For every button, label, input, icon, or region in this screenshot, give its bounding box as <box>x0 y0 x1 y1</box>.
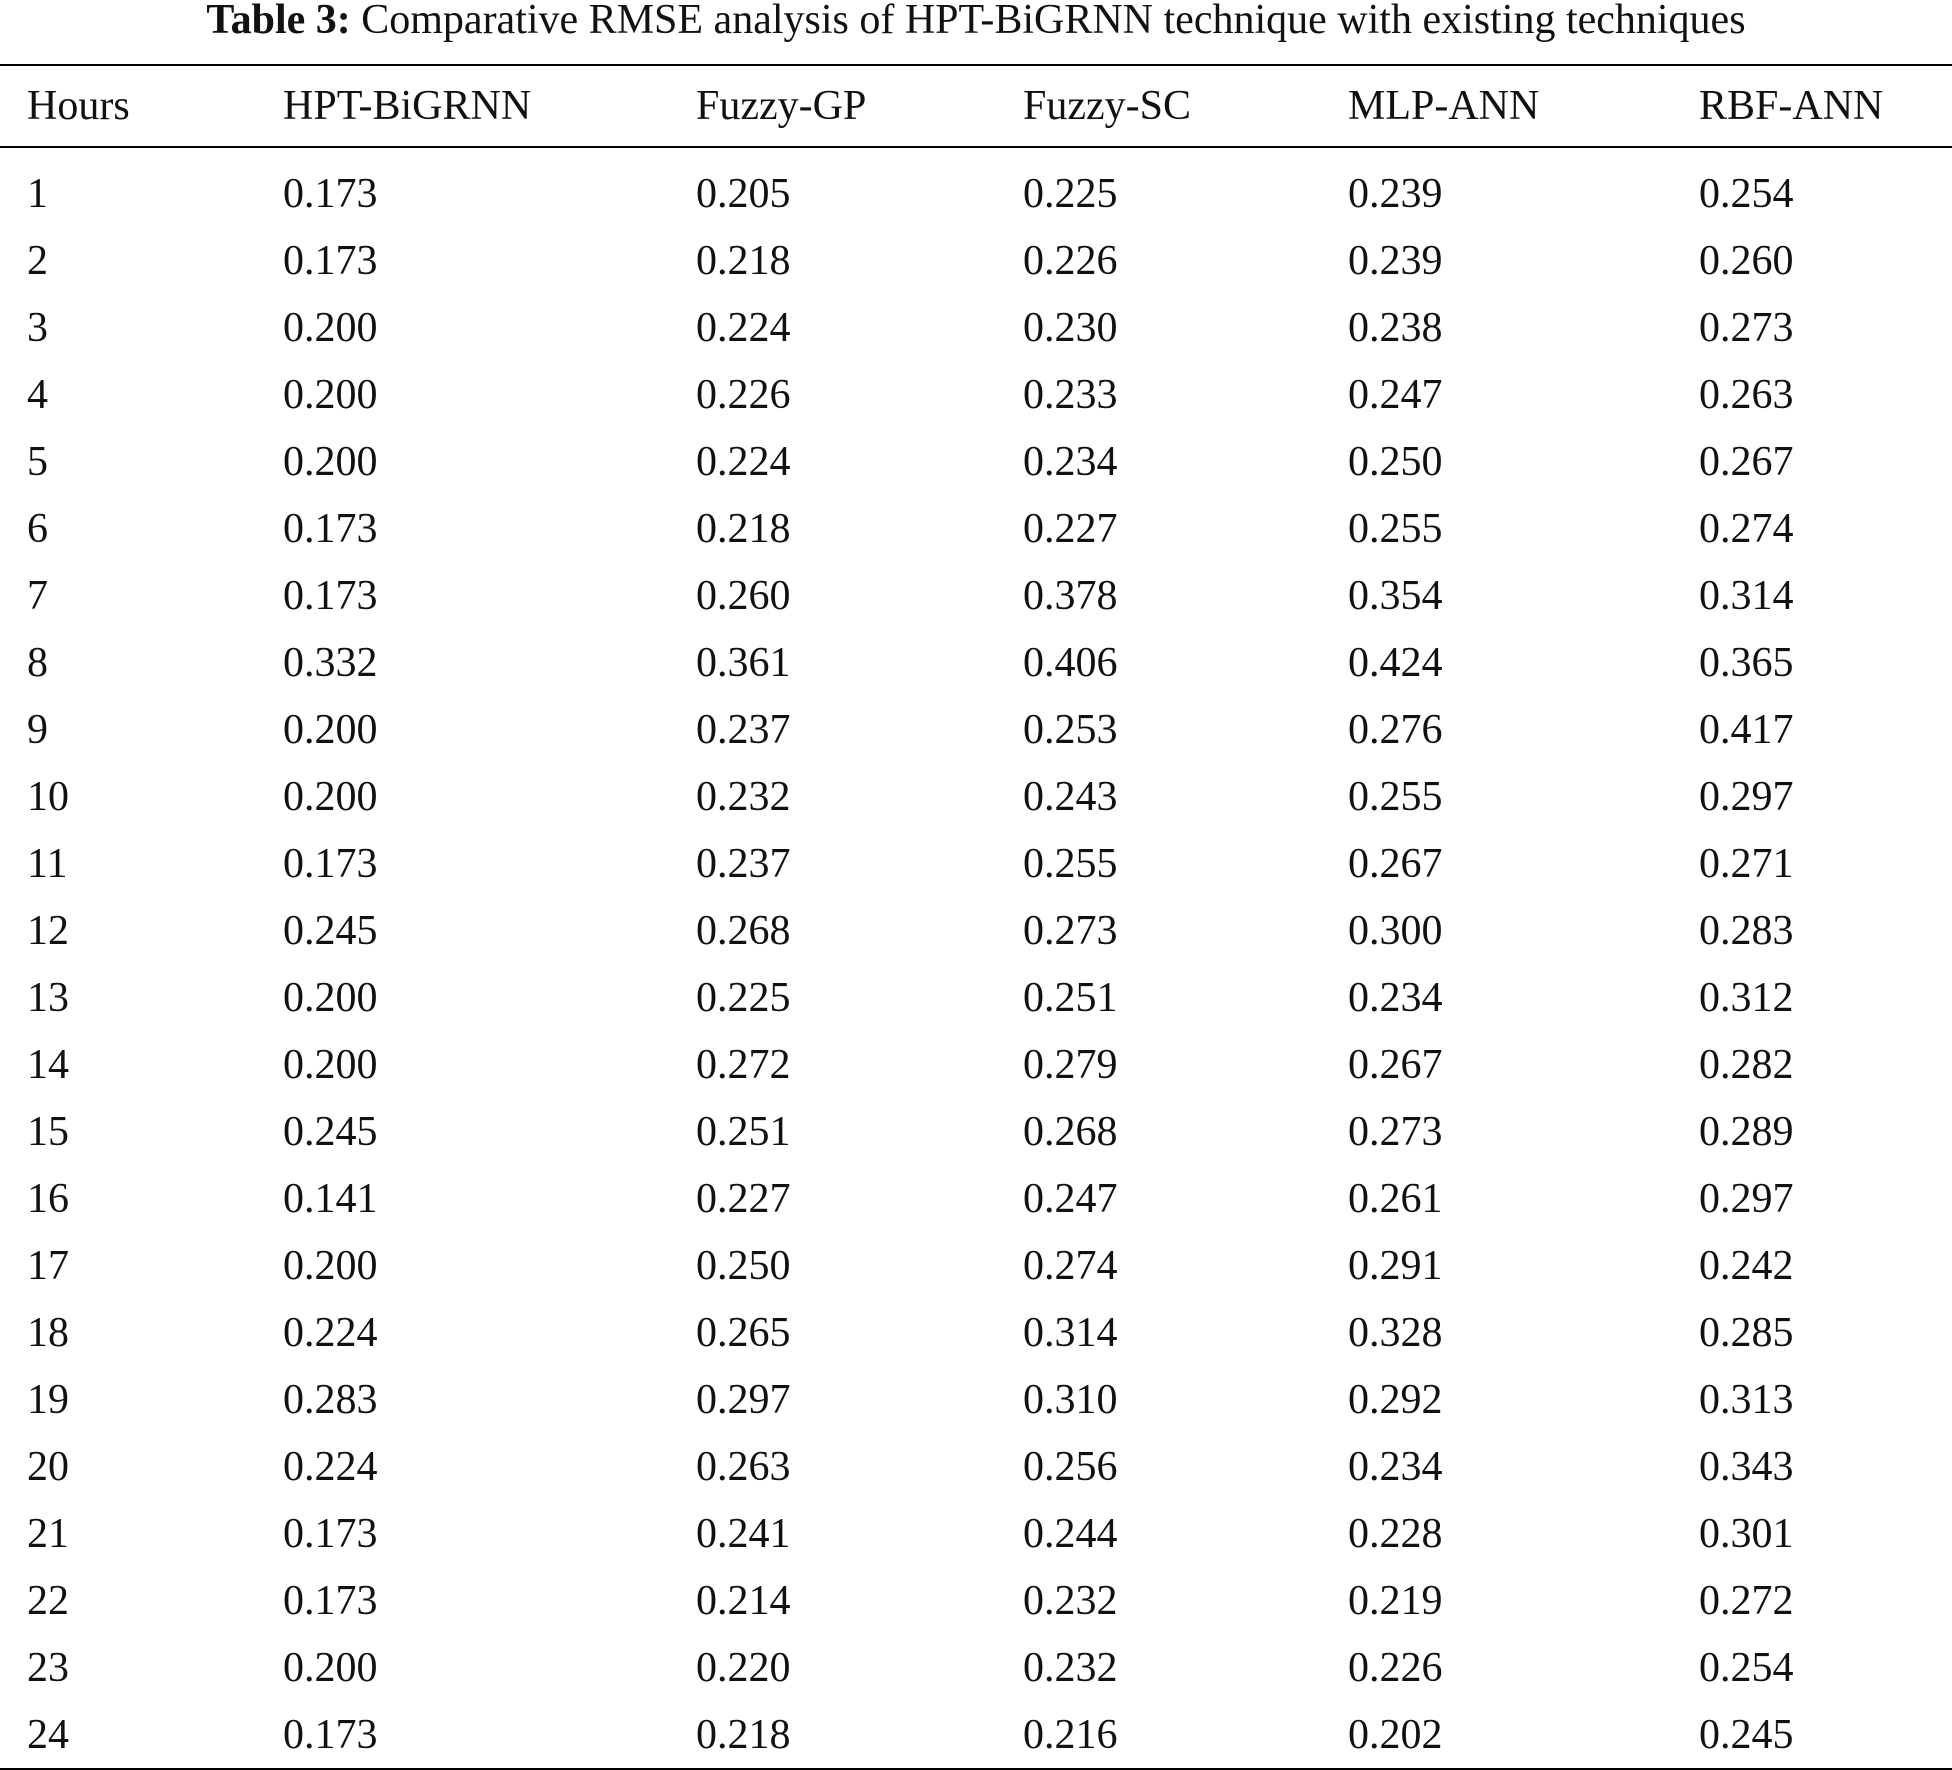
mlp-ann-cell: 0.424 <box>1348 639 1443 686</box>
hours-cell: 1 <box>27 170 48 217</box>
fuzzy-gp-cell: 0.218 <box>696 1711 791 1758</box>
fuzzy-gp-cell: 0.265 <box>696 1309 791 1356</box>
table-row <box>0 562 1952 629</box>
hours-cell: 5 <box>27 438 48 485</box>
fuzzy-gp-cell: 0.260 <box>696 572 791 619</box>
header-rbf-ann: RBF-ANN <box>1699 83 1884 129</box>
mlp-ann-cell: 0.250 <box>1348 438 1443 485</box>
rbf-ann-cell: 0.272 <box>1699 1577 1794 1624</box>
fuzzy-sc-cell: 0.253 <box>1023 706 1118 753</box>
fuzzy-gp-cell: 0.232 <box>696 773 791 820</box>
hours-cell: 17 <box>27 1242 69 1289</box>
rbf-ann-cell: 0.312 <box>1699 974 1794 1021</box>
table-caption-label: Table 3: <box>206 0 351 43</box>
table-caption <box>0 0 1952 52</box>
mlp-ann-cell: 0.239 <box>1348 170 1443 217</box>
mlp-ann-cell: 0.247 <box>1348 371 1443 418</box>
table-body <box>0 147 1952 1769</box>
table-row <box>0 1701 1952 1769</box>
fuzzy-gp-cell: 0.224 <box>696 438 791 485</box>
fuzzy-gp-cell: 0.297 <box>696 1376 791 1423</box>
header-mlp-ann: MLP-ANN <box>1348 83 1540 129</box>
rbf-ann-cell: 0.282 <box>1699 1041 1794 1088</box>
fuzzy-sc-cell: 0.243 <box>1023 773 1118 820</box>
fuzzy-sc-cell: 0.247 <box>1023 1175 1118 1222</box>
fuzzy-sc-cell: 0.268 <box>1023 1108 1118 1155</box>
hours-cell: 13 <box>27 974 69 1021</box>
hpt-bigrnn-cell: 0.173 <box>283 170 378 217</box>
hpt-bigrnn-cell: 0.173 <box>283 1711 378 1758</box>
mlp-ann-cell: 0.267 <box>1348 840 1443 887</box>
table-row <box>0 1299 1952 1366</box>
fuzzy-gp-cell: 0.205 <box>696 170 791 217</box>
fuzzy-gp-cell: 0.237 <box>696 840 791 887</box>
hpt-bigrnn-cell: 0.200 <box>283 974 378 1021</box>
hpt-bigrnn-cell: 0.224 <box>283 1443 378 1490</box>
table-row <box>0 763 1952 830</box>
mlp-ann-cell: 0.255 <box>1348 773 1443 820</box>
hours-cell: 9 <box>27 706 48 753</box>
hpt-bigrnn-cell: 0.173 <box>283 572 378 619</box>
hpt-bigrnn-cell: 0.200 <box>283 1041 378 1088</box>
rbf-ann-cell: 0.301 <box>1699 1510 1794 1557</box>
mlp-ann-cell: 0.219 <box>1348 1577 1443 1624</box>
hpt-bigrnn-cell: 0.173 <box>283 1510 378 1557</box>
hpt-bigrnn-cell: 0.200 <box>283 1242 378 1289</box>
table-row <box>0 1366 1952 1433</box>
mlp-ann-cell: 0.273 <box>1348 1108 1443 1155</box>
fuzzy-sc-cell: 0.216 <box>1023 1711 1118 1758</box>
rbf-ann-cell: 0.297 <box>1699 1175 1794 1222</box>
hours-cell: 8 <box>27 639 48 686</box>
header-hpt-bigrnn: HPT-BiGRNN <box>283 83 532 129</box>
fuzzy-gp-cell: 0.218 <box>696 237 791 284</box>
fuzzy-gp-cell: 0.220 <box>696 1644 791 1691</box>
fuzzy-sc-cell: 0.378 <box>1023 572 1118 619</box>
table-row <box>0 1031 1952 1098</box>
table-row <box>0 830 1952 897</box>
hours-cell: 23 <box>27 1644 69 1691</box>
fuzzy-sc-cell: 0.314 <box>1023 1309 1118 1356</box>
hpt-bigrnn-cell: 0.200 <box>283 304 378 351</box>
hours-cell: 12 <box>27 907 69 954</box>
header-fuzzy-gp: Fuzzy-GP <box>696 83 867 129</box>
fuzzy-gp-cell: 0.241 <box>696 1510 791 1557</box>
mlp-ann-cell: 0.238 <box>1348 304 1443 351</box>
hpt-bigrnn-cell: 0.173 <box>283 505 378 552</box>
hours-cell: 16 <box>27 1175 69 1222</box>
mlp-ann-cell: 0.202 <box>1348 1711 1443 1758</box>
hours-cell: 11 <box>27 840 68 887</box>
mlp-ann-cell: 0.239 <box>1348 237 1443 284</box>
fuzzy-gp-cell: 0.361 <box>696 639 791 686</box>
fuzzy-sc-cell: 0.226 <box>1023 237 1118 284</box>
header-fuzzy-sc: Fuzzy-SC <box>1023 83 1191 129</box>
hpt-bigrnn-cell: 0.200 <box>283 1644 378 1691</box>
rbf-ann-cell: 0.267 <box>1699 438 1794 485</box>
table-row <box>0 361 1952 428</box>
rbf-ann-cell: 0.343 <box>1699 1443 1794 1490</box>
fuzzy-gp-cell: 0.272 <box>696 1041 791 1088</box>
fuzzy-sc-cell: 0.232 <box>1023 1577 1118 1624</box>
fuzzy-sc-cell: 0.230 <box>1023 304 1118 351</box>
hpt-bigrnn-cell: 0.245 <box>283 907 378 954</box>
rbf-ann-cell: 0.313 <box>1699 1376 1794 1423</box>
fuzzy-sc-cell: 0.225 <box>1023 170 1118 217</box>
mlp-ann-cell: 0.234 <box>1348 1443 1443 1490</box>
hpt-bigrnn-cell: 0.224 <box>283 1309 378 1356</box>
rbf-ann-cell: 0.283 <box>1699 907 1794 954</box>
fuzzy-gp-cell: 0.268 <box>696 907 791 954</box>
rbf-ann-cell: 0.242 <box>1699 1242 1794 1289</box>
hpt-bigrnn-cell: 0.173 <box>283 1577 378 1624</box>
fuzzy-sc-cell: 0.244 <box>1023 1510 1118 1557</box>
fuzzy-sc-cell: 0.256 <box>1023 1443 1118 1490</box>
mlp-ann-cell: 0.300 <box>1348 907 1443 954</box>
rbf-ann-cell: 0.274 <box>1699 505 1794 552</box>
fuzzy-gp-cell: 0.263 <box>696 1443 791 1490</box>
fuzzy-sc-cell: 0.233 <box>1023 371 1118 418</box>
hours-cell: 7 <box>27 572 48 619</box>
table-row <box>0 964 1952 1031</box>
table-row <box>0 495 1952 562</box>
table-row <box>0 294 1952 361</box>
table-row <box>0 1232 1952 1299</box>
mlp-ann-cell: 0.255 <box>1348 505 1443 552</box>
table-row <box>0 1165 1952 1232</box>
hpt-bigrnn-cell: 0.200 <box>283 773 378 820</box>
mlp-ann-cell: 0.261 <box>1348 1175 1443 1222</box>
fuzzy-gp-cell: 0.225 <box>696 974 791 1021</box>
fuzzy-sc-cell: 0.251 <box>1023 974 1118 1021</box>
rbf-ann-cell: 0.273 <box>1699 304 1794 351</box>
fuzzy-gp-cell: 0.227 <box>696 1175 791 1222</box>
rbf-ann-cell: 0.254 <box>1699 170 1794 217</box>
fuzzy-sc-cell: 0.279 <box>1023 1041 1118 1088</box>
mlp-ann-cell: 0.267 <box>1348 1041 1443 1088</box>
rmse-table-container <box>0 64 1952 1770</box>
fuzzy-sc-cell: 0.227 <box>1023 505 1118 552</box>
hpt-bigrnn-cell: 0.173 <box>283 237 378 284</box>
rbf-ann-cell: 0.263 <box>1699 371 1794 418</box>
table-header <box>0 65 1952 147</box>
fuzzy-gp-cell: 0.214 <box>696 1577 791 1624</box>
table-row <box>0 629 1952 696</box>
table-caption-text: Comparative RMSE analysis of HPT-BiGRNN technique with existing techniques <box>361 0 1746 43</box>
fuzzy-sc-cell: 0.234 <box>1023 438 1118 485</box>
hpt-bigrnn-cell: 0.200 <box>283 706 378 753</box>
fuzzy-gp-cell: 0.218 <box>696 505 791 552</box>
mlp-ann-cell: 0.292 <box>1348 1376 1443 1423</box>
mlp-ann-cell: 0.354 <box>1348 572 1443 619</box>
table-row <box>0 1098 1952 1165</box>
table-row <box>0 696 1952 763</box>
hpt-bigrnn-cell: 0.200 <box>283 438 378 485</box>
table-row <box>0 227 1952 294</box>
hpt-bigrnn-cell: 0.245 <box>283 1108 378 1155</box>
table-row <box>0 1500 1952 1567</box>
mlp-ann-cell: 0.276 <box>1348 706 1443 753</box>
rbf-ann-cell: 0.245 <box>1699 1711 1794 1758</box>
fuzzy-sc-cell: 0.255 <box>1023 840 1118 887</box>
rbf-ann-cell: 0.289 <box>1699 1108 1794 1155</box>
fuzzy-sc-cell: 0.310 <box>1023 1376 1118 1423</box>
rbf-ann-cell: 0.417 <box>1699 706 1794 753</box>
header-hours: Hours <box>27 83 130 129</box>
rbf-ann-cell: 0.254 <box>1699 1644 1794 1691</box>
header-row <box>0 65 1952 147</box>
mlp-ann-cell: 0.328 <box>1348 1309 1443 1356</box>
hpt-bigrnn-cell: 0.200 <box>283 371 378 418</box>
rbf-ann-cell: 0.297 <box>1699 773 1794 820</box>
hours-cell: 18 <box>27 1309 69 1356</box>
hours-cell: 10 <box>27 773 69 820</box>
table-row <box>0 1567 1952 1634</box>
hours-cell: 4 <box>27 371 48 418</box>
hours-cell: 14 <box>27 1041 69 1088</box>
hours-cell: 2 <box>27 237 48 284</box>
hours-cell: 20 <box>27 1443 69 1490</box>
mlp-ann-cell: 0.291 <box>1348 1242 1443 1289</box>
fuzzy-sc-cell: 0.406 <box>1023 639 1118 686</box>
hours-cell: 6 <box>27 505 48 552</box>
rmse-comparison-table <box>0 64 1952 1770</box>
fuzzy-gp-cell: 0.250 <box>696 1242 791 1289</box>
table-row <box>0 147 1952 227</box>
table-row <box>0 1433 1952 1500</box>
fuzzy-sc-cell: 0.273 <box>1023 907 1118 954</box>
hours-cell: 19 <box>27 1376 69 1423</box>
table-row <box>0 1634 1952 1701</box>
rbf-ann-cell: 0.285 <box>1699 1309 1794 1356</box>
table-row <box>0 897 1952 964</box>
hours-cell: 21 <box>27 1510 69 1557</box>
hpt-bigrnn-cell: 0.332 <box>283 639 378 686</box>
table-row <box>0 428 1952 495</box>
fuzzy-gp-cell: 0.237 <box>696 706 791 753</box>
rbf-ann-cell: 0.271 <box>1699 840 1794 887</box>
mlp-ann-cell: 0.228 <box>1348 1510 1443 1557</box>
hpt-bigrnn-cell: 0.283 <box>283 1376 378 1423</box>
hpt-bigrnn-cell: 0.173 <box>283 840 378 887</box>
fuzzy-gp-cell: 0.224 <box>696 304 791 351</box>
rbf-ann-cell: 0.314 <box>1699 572 1794 619</box>
fuzzy-gp-cell: 0.251 <box>696 1108 791 1155</box>
mlp-ann-cell: 0.234 <box>1348 974 1443 1021</box>
fuzzy-sc-cell: 0.274 <box>1023 1242 1118 1289</box>
hpt-bigrnn-cell: 0.141 <box>283 1175 378 1222</box>
rbf-ann-cell: 0.260 <box>1699 237 1794 284</box>
hours-cell: 3 <box>27 304 48 351</box>
hours-cell: 15 <box>27 1108 69 1155</box>
rbf-ann-cell: 0.365 <box>1699 639 1794 686</box>
fuzzy-sc-cell: 0.232 <box>1023 1644 1118 1691</box>
hours-cell: 24 <box>27 1711 69 1758</box>
hours-cell: 22 <box>27 1577 69 1624</box>
mlp-ann-cell: 0.226 <box>1348 1644 1443 1691</box>
fuzzy-gp-cell: 0.226 <box>696 371 791 418</box>
